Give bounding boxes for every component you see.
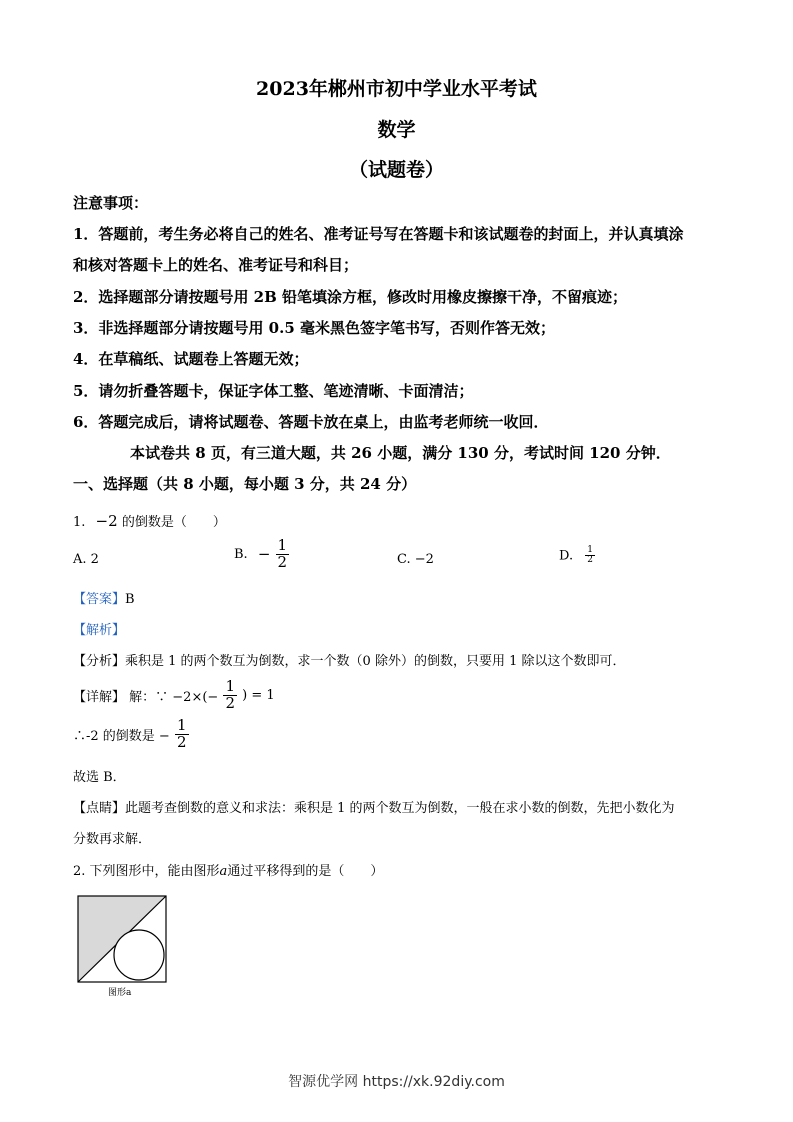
question-number: 1. xyxy=(73,515,86,530)
stem-variable: a xyxy=(219,864,228,879)
remark-tag: 【点睛】 xyxy=(73,801,126,816)
exam-subject: 数学 xyxy=(377,119,416,141)
remark-text: 此题考查倒数的意义和求法：乘积是 1 的两个数互为倒数，一般在求小数的倒数，先把小数化为 xyxy=(125,801,675,816)
answer-line xyxy=(73,588,135,607)
fraction-numerator: 1 xyxy=(587,545,593,555)
notice-item-1-line-1: 1．答题前，考生务必将自己的姓名、准考证号写在答题卡和该试题卷的封面上，并认真填涂 xyxy=(73,225,684,243)
figure-a xyxy=(76,894,168,984)
fraction-numerator: 1 xyxy=(225,677,235,695)
option-d xyxy=(559,546,596,566)
figure-caption: 图形a xyxy=(108,988,132,998)
stem-text: 的倒数是（ ） xyxy=(121,515,226,530)
question-2-stem xyxy=(73,860,383,879)
stem-suffix: 通过平移得到的是（ ） xyxy=(227,864,384,879)
detail-tag: 【详解】 xyxy=(73,689,126,705)
minus-sign: − xyxy=(257,545,271,564)
notice-item-2: 2．选择题部分请按题号用 2B 铅笔填涂方框，修改时用橡皮擦擦干净，不留痕迹； xyxy=(73,288,628,306)
exam-summary: 本试卷共 8 页，有三道大题，共 26 小题，满分 130 分，考试时间 120 分钟． xyxy=(130,444,671,462)
fraction xyxy=(223,679,237,712)
detail-line xyxy=(73,679,275,712)
fraction-numerator: 1 xyxy=(176,716,187,734)
remark-line-1 xyxy=(73,797,675,816)
section-1-heading: 一、选择题（共 8 小题，每小题 3 分，共 24 分） xyxy=(73,475,417,493)
detail-prefix: 解：∵ −2×(− xyxy=(129,689,219,705)
option-label: B. xyxy=(234,546,248,562)
footer-watermark: 智源优学网 https://xk.92diy.com xyxy=(288,1074,505,1090)
notice-item-6: 6．答题完成后，请将试题卷、答题卡放在桌上，由监考老师统一收回． xyxy=(73,413,549,431)
option-b xyxy=(234,538,290,571)
notice-item-4: 4．在草稿纸、试题卷上答题无效； xyxy=(73,350,309,368)
analysis-tag: 【解析】 xyxy=(73,623,126,638)
answer-tag: 【答案】 xyxy=(73,592,126,607)
fraction-denominator: 2 xyxy=(225,693,235,712)
notice-item-1-line-2: 和核对答题卡上的姓名、准考证号和科目； xyxy=(73,256,359,274)
therefore-line xyxy=(73,718,190,751)
question-1-stem xyxy=(73,511,226,530)
fraction-numerator: 1 xyxy=(277,536,288,554)
fraction-denominator: 2 xyxy=(277,552,288,571)
fenxi-tag: 【分析】 xyxy=(73,654,126,669)
option-label: D. xyxy=(559,548,574,564)
paper-type: （试题卷） xyxy=(348,159,444,181)
choose-line: 故选 B． xyxy=(73,770,126,785)
option-a: A. 2 xyxy=(73,552,99,567)
fraction-denominator: 2 xyxy=(176,732,187,751)
notice-item-3: 3．非选择题部分请按题号用 0.5 毫米黑色签字笔书写，否则作答无效； xyxy=(73,319,555,337)
option-c: C. −2 xyxy=(397,552,434,567)
therefore-prefix: ∴-2 的倒数是 − xyxy=(73,728,170,744)
notice-heading: 注意事项： xyxy=(73,194,149,212)
remark-line-2: 分数再求解． xyxy=(73,832,152,847)
answer-value: B xyxy=(125,592,135,607)
stem-value: −2 xyxy=(95,512,118,530)
notice-item-5: 5．请勿折叠答题卡，保证字体工整、笔迹清晰、卡面清洁； xyxy=(73,382,474,400)
stem-prefix: 2. 下列图形中，能由图形 xyxy=(73,864,220,879)
fraction xyxy=(276,538,290,571)
figure-circle xyxy=(114,930,164,980)
fraction-denominator: 2 xyxy=(587,555,593,566)
detail-suffix: ) = 1 xyxy=(242,687,275,703)
exam-title: 2023年郴州市初中学业水平考试 xyxy=(256,78,537,100)
fenxi-text: 乘积是 1 的两个数互为倒数，求一个数（0 除外）的倒数，只要用 1 除以这个数即可． xyxy=(125,654,626,669)
fenxi-line xyxy=(73,650,626,669)
fraction xyxy=(175,718,189,751)
fraction xyxy=(585,546,595,566)
